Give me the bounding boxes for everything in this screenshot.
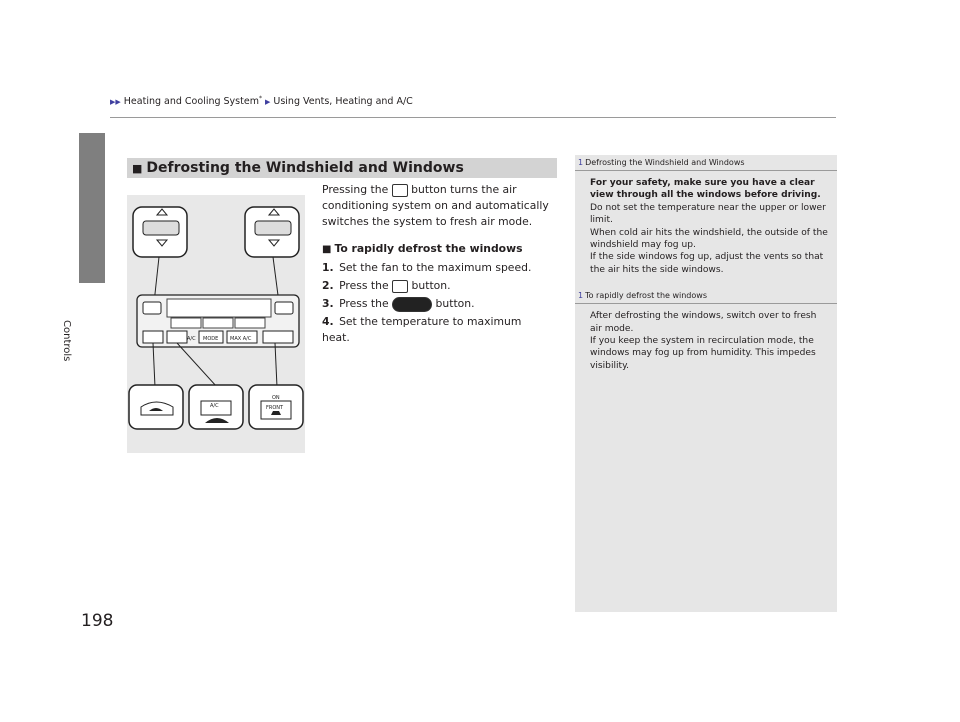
note-line: After defrosting the windows, switch over to fresh air mode. — [590, 311, 817, 334]
note-title — [575, 288, 837, 304]
page-number: 198 — [81, 611, 114, 631]
subheading — [322, 241, 552, 258]
intro-before: Pressing the — [322, 183, 389, 196]
intro-after: button turns the air conditioning system on and automatically switches the system to fresh air mode. — [322, 183, 549, 228]
note-line: Do not set the temperature near the upper or lower limit. — [590, 202, 826, 226]
climate-panel-drawing — [127, 195, 305, 453]
front-defrost-button-icon — [392, 280, 408, 293]
note-line: When cold air hits the windshield, the outside of the windshield may fog up. — [590, 227, 828, 251]
side-tab-bar — [79, 133, 105, 283]
panel-mode-label: MODE — [203, 336, 219, 342]
step-item — [322, 278, 552, 294]
step-item — [322, 296, 552, 312]
panel-ac-label: A/C — [187, 336, 196, 342]
step-text: Press the — [339, 279, 389, 292]
body-text — [322, 182, 552, 348]
breadcrumb — [110, 95, 413, 107]
subheading-text: To rapidly defrost the windows — [334, 242, 523, 255]
step-text-after: button. — [435, 297, 475, 310]
breadcrumb-arrow-icon: ▶▶ — [110, 98, 121, 107]
step-text: Press the — [339, 297, 389, 310]
callout-ac-label: A/C — [210, 403, 219, 409]
front-defrost-button-icon — [392, 184, 408, 197]
breadcrumb-part1: Heating and Cooling System — [123, 96, 259, 108]
side-tab-label: Controls — [61, 320, 72, 362]
breadcrumb-part2: Using Vents, Heating and A/C — [273, 96, 413, 108]
breadcrumb-asterisk: * — [258, 95, 262, 102]
subheading-marker: ■ — [322, 244, 332, 255]
note-bold-text: For your safety, make sure you have a clear view through all the windows before driving. — [590, 178, 821, 201]
section-marker: ■ — [132, 162, 143, 175]
header-rule — [110, 117, 836, 118]
note-ref-icon: 1 — [578, 158, 584, 167]
note-body — [575, 171, 837, 276]
climate-panel-illustration — [127, 195, 305, 453]
step-number: 1. — [322, 261, 334, 274]
note-line: If the side windows fog up, adjust the vents so that the air hits the side windows. — [590, 252, 824, 275]
note-line: If you keep the system in recirculation mode, the windows may fog up from humidity. This impedes visibility. — [590, 336, 816, 371]
note-title-text: Defrosting the Windshield and Windows — [585, 158, 745, 167]
step-item — [322, 314, 552, 346]
recirculation-button-icon — [392, 297, 432, 312]
side-note-panel — [575, 155, 837, 612]
callout-on-label: ON — [272, 395, 280, 401]
step-text-after: button. — [411, 279, 451, 292]
step-text: Set the fan to the maximum speed. — [339, 261, 532, 274]
note-ref-icon: 1 — [578, 291, 584, 301]
step-text: Set the temperature to maximum heat. — [322, 315, 522, 344]
note-body — [575, 304, 837, 372]
step-item — [322, 260, 552, 276]
intro-paragraph — [322, 182, 552, 230]
section-heading — [127, 158, 557, 178]
note-title-text: To rapidly defrost the windows — [585, 291, 707, 301]
section-title: Defrosting the Windshield and Windows — [146, 160, 464, 176]
step-number: 4. — [322, 315, 334, 328]
step-number: 3. — [322, 297, 334, 310]
breadcrumb-arrow-icon: ▶ — [264, 98, 271, 107]
note-title — [575, 155, 837, 171]
step-number: 2. — [322, 279, 334, 292]
panel-max-ac-label: MAX A/C — [230, 336, 252, 342]
callout-front-label: FRONT — [266, 405, 284, 411]
